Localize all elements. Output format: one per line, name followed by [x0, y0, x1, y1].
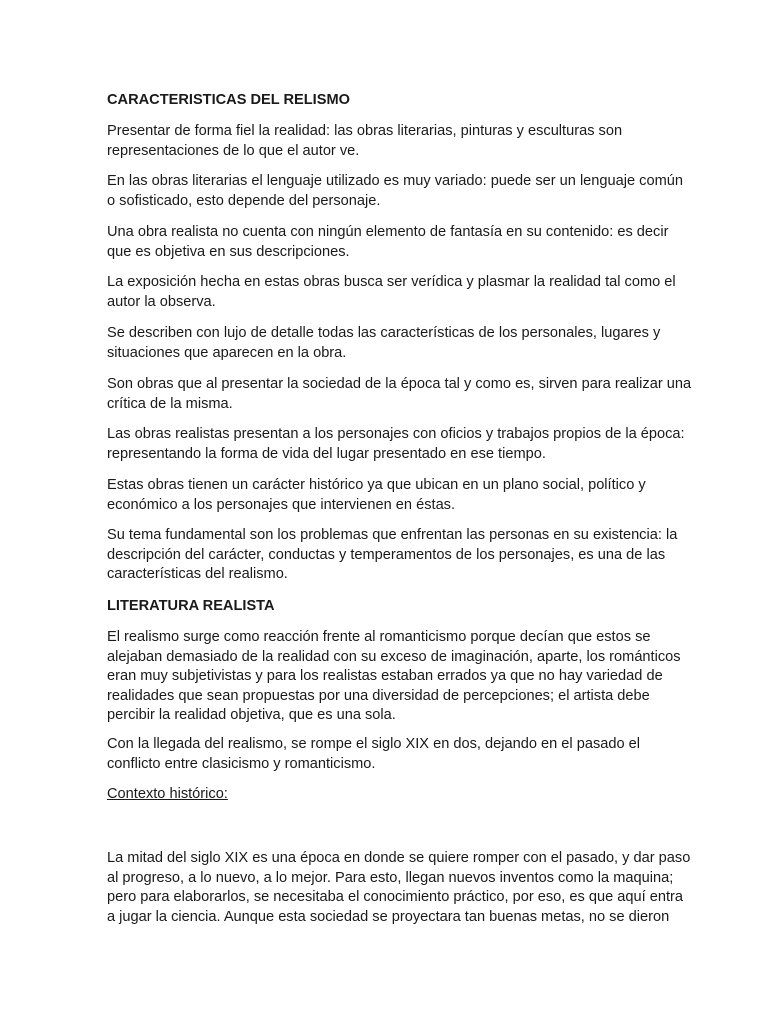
paragraph-3	[107, 223, 667, 262]
paragraph-line: Se describen con lujo de detalle todas las características de los personales, lugares y	[107, 325, 661, 341]
paragraph-line: El realismo surge como reacción frente al romanticismo porque decían que estos se	[107, 629, 651, 645]
paragraph-9	[107, 526, 678, 585]
paragraph-line: descripción del carácter, conductas y temperamentos de los personajes, es una de las	[107, 546, 666, 563]
paragraph-line: La exposición hecha en estas obras busca ser verídica y plasmar la realidad tal como el	[107, 274, 676, 290]
paragraph-line: alejaban demasiado de la realidad con su exceso de imaginación, aparte, los románticos	[107, 648, 681, 665]
paragraph-line: Presentar de forma fiel la realidad: las obras literarias, pinturas y esculturas son	[107, 123, 623, 139]
paragraph-line: pero para elaborarlos, se necesitaba el conocimiento práctico, por eso, es que aquí entra	[107, 889, 683, 905]
section-heading-literatura-realista: LITERATURA REALISTA	[107, 598, 275, 614]
paragraph-line: Son obras que al presentar la sociedad de la época tal y como es, sirven para realizar una	[107, 376, 692, 392]
paragraph-line: realidades que sean propuestas por una diversidad de percepciones; el artista debe	[107, 687, 650, 704]
paragraph-5	[107, 324, 667, 363]
paragraph-11	[107, 735, 667, 774]
paragraph-line: conflicto entre clasicismo y romanticismo.	[107, 755, 376, 772]
paragraph-line: autor la observa.	[107, 293, 216, 310]
paragraph-7	[107, 425, 685, 464]
paragraph-line: Su tema fundamental son los problemas que enfrentan las personas en su existencia: la	[107, 527, 678, 543]
paragraph-line: crítica de la misma.	[107, 395, 233, 412]
paragraph-line: representando la forma de vida del lugar presentado en ese tiempo.	[107, 445, 546, 462]
paragraph-line: características del realismo.	[107, 566, 288, 582]
paragraph-line: a jugar la ciencia. Aunque esta sociedad se proyectara tan buenas metas, no se dieron	[107, 908, 670, 925]
paragraph-8	[107, 476, 667, 515]
paragraph-line: eran muy subjetivistas y para los realistas estaban errados ya que no hay variedad de	[107, 668, 663, 684]
paragraph-line: que es objetiva en sus descripciones.	[107, 243, 350, 260]
paragraph-line: Con la llegada del realismo, se rompe el siglo XIX en dos, dejando en el pasado el	[107, 736, 641, 752]
paragraph-6	[107, 375, 692, 414]
paragraph-line: Las obras realistas presentan a los personajes con oficios y trabajos propios de la época:	[107, 426, 685, 442]
paragraph-line: Estas obras tienen un carácter histórico ya que ubican en un plano social, político y	[107, 477, 646, 493]
paragraph-line: situaciones que aparecen en la obra.	[107, 344, 347, 361]
paragraph-line: La mitad del siglo XIX es una época en donde se quiere romper con el pasado, y dar paso	[107, 850, 691, 866]
paragraph-line: económico a los personajes que intervienen en éstas.	[107, 496, 456, 513]
document-title: CARACTERISTICAS DEL RELISMO	[107, 92, 350, 108]
paragraph-12	[107, 849, 691, 927]
paragraph-line: Una obra realista no cuenta con ningún elemento de fantasía en su contenido: es decir	[107, 224, 669, 240]
paragraph-2	[107, 172, 683, 211]
paragraph-line: o sofisticado, esto depende del personaje.	[107, 192, 381, 209]
paragraph-4	[107, 273, 676, 312]
paragraph-10	[107, 628, 681, 726]
paragraph-line: En las obras literarias el lenguaje utilizado es muy variado: puede ser un lenguaje común	[107, 173, 683, 189]
paragraph-line: al progreso, a lo nuevo, a lo mejor. Para esto, llegan nuevos inventos como la maquina;	[107, 869, 674, 886]
paragraph-line: representaciones de lo que el autor ve.	[107, 142, 360, 159]
paragraph-1	[107, 122, 667, 161]
paragraph-line: percibir la realidad objetiva, que es una sola.	[107, 707, 396, 723]
section-heading-contexto-historico: Contexto histórico:	[107, 786, 228, 802]
